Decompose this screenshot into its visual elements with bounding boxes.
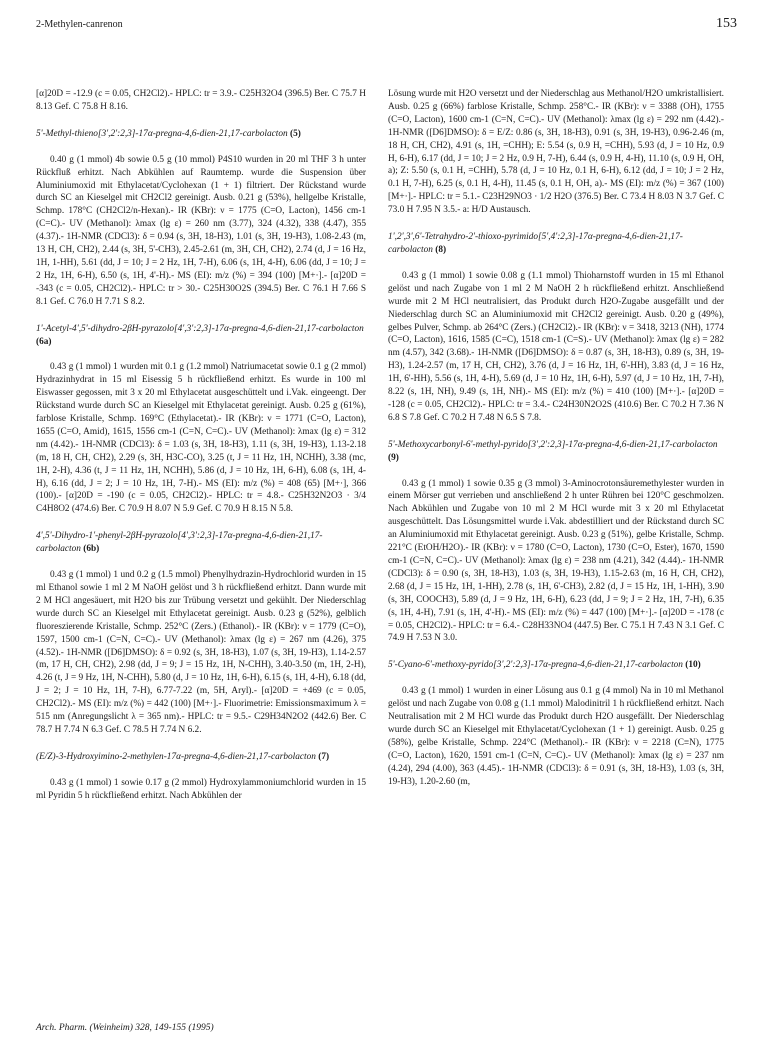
page-header — [36, 16, 737, 32]
left-column — [36, 88, 366, 814]
intro-paragraph: [α]20D = -12.9 (c = 0.05, CH2Cl2).- HPLC: tr = 3.9.- C25H32O4 (396.5) Ber. C 75.7 H 8.13 Gef. C 75.8 H 8.16. — [36, 89, 366, 112]
procedure-paragraph-10: 0.43 g (1 mmol) 1 wurden in einer Lösung aus 0.1 g (4 mmol) Na in 10 ml Methanol gelöst und nach Zugabe von 0.08 g (1.1 mmol) Malodinitril 1 h rückfließend erhitzt. Nach Neutralisation mit 2 M HCl wurde das Produkt durch H2O ausgefällt. Der Niederschlag wurde durch SC an Kieselgel mit Ethylacetat/Cyclohexan (1 + 1) gereinigt. Ausb. 0.25 g (58%), gelbe Kristalle, Schmp. 224°C (Methanol).- IR (KBr): ν = 2218 (C≡N), 1775 (C=O, Lacton), 1620, 1591 cm-1 (C=N, C=C).- UV (Methanol): λmax (lg ε) = 237 nm (4.24), 294 (4.00), 363 (4.45).- 1H-NMR (CDCl3): δ = 0.91 (s, 3H, 18-H3), 1.03 (s, 3H, 19-H3), 1.20-2.60 (m, — [388, 686, 724, 787]
compound-number: (7) — [318, 751, 330, 762]
compound-number: (6a) — [36, 336, 52, 347]
section-title-text: 5'-Cyano-6'-methoxy-pyrido[3',2':2,3]-17α-pregna-4,6-dien-21,17-carbolacton — [388, 660, 683, 671]
procedure-paragraph-7: 0.43 g (1 mmol) 1 sowie 0.17 g (2 mmol) Hydroxylammoniumchlorid wurden in 15 ml Pyridin 5 h rückfließend erhitzt. Nach Abkühlen der — [36, 777, 366, 801]
running-head: 2-Methylen-canrenon — [36, 19, 123, 30]
section-title-6b — [36, 530, 366, 556]
procedure-paragraph-5: 0.40 g (1 mmol) 4b sowie 0.5 g (10 mmol) P4S10 wurden in 20 ml THF 3 h unter Rückfluß erhitzt. Nach Abkühlen auf Raumtemp. wurde die Suspension über Aluminiumoxid mit Ethylacetat/Cyclohexan (1 + 1) filtriert. Der Rückstand wurde durch SC an Kieselgel mit CH2Cl2 gereinigt. Ausb. 0.21 g (53%), hellgelbe Kristalle, Schmp. 178°C (CH2Cl2/n-Hexan).- IR (KBr): ν = 1775 (C=O, Lacton), 1456 cm-1 (C=C).- UV (Methanol): λmax (lg ε) = 260 nm (3.77), 324 (4.32), 338 (4.47), 355 (4.37).- 1H-NMR (CDCl3): δ = 0.94 (s, 3H, 18-H3), 1.01 (s, 3H, 19-H3), 1.08-2.43 (m, 13 H, CH, CH2), 2.44 (s, 3H, 5'-CH3), 2.45-2.61 (m, 3H, CH, CH2), 2.74 (d, J = 16 Hz, 1H, 1-HH), 5.61 (dd, J = 10; J = 2 Hz, 1H, 7-H), 6.06 (s, 1H, 4-H), 6.06 (dd, J = 10; J = 2 Hz, 1H, 6-H), 6.50 (s, 1H, 4'-H).- MS (EI): m/z (%) = 394 (100) [M+·].- [α]20D = -343 (c = 0.05, CH2Cl2).- HPLC: tr > 30.- C25H30O2S (394.5) Ber. C 76.1 H 7.66 S 8.1 Gef. C 76.0 H 7.71 S 8.2. — [36, 154, 366, 307]
section-title-5 — [36, 128, 366, 141]
section-title-8 — [388, 231, 724, 257]
section-title-10 — [388, 659, 724, 672]
compound-number: (10) — [685, 660, 701, 671]
section-title-text: (E/Z)-3-Hydroxyimino-2-methylen-17α-pregna-4,6-dien-21,17-carbolacton — [36, 751, 316, 762]
section-title-text: 1',2',3',6'-Tetrahydro-2'-thioxo-pyrimido[5',4':2,3]-17α-pregna-4,6-dien-21,17-carbolacton — [388, 232, 683, 255]
compound-number: (9) — [388, 452, 399, 463]
compound-number: (5) — [289, 128, 301, 139]
procedure-paragraph-6b: 0.43 g (1 mmol) 1 und 0.2 g (1.5 mmol) Phenylhydrazin-Hydrochlorid wurden in 15 ml Ethanol sowie 1 ml 2 M NaOH gelöst und 3 h rückfließend erhitzt. Dann wurde mit 2 M HCl angesäuert, mit H2O bis zur Trübung versetzt und gekühlt. Der Niederschlag wurde durch SC an Kieselgel mit Ethylacetat gereinigt. Ausb. 0.23 g (52%), gelblich fluoreszierende Kristalle, Schmp. 252°C (Zers.) (Ethanol).- IR (KBr): ν = 1779 (C=O), 1597, 1500 cm-1 (C=N, C=C).- UV (Methanol): λmax (lg ε) = 267 nm (4.26), 375 (4.52).- 1H-NMR ([D6]DMSO): δ = 0.92 (s, 3H, 18-H3), 1.07 (s, 3H, 19-H3), 1.14-2.57 (m, 17 H, CH, CH2), 2.98 (dd, J = 9; J = 15 Hz, 1H, N-CHH), 3.40-3.50 (m, 1H, 2-H), 4.26 (t, J = 9 Hz, 1H, N-CHH), 5.80 (d, J = 10 Hz, 1H, 6-H), 6.15 (s, 1H, 4-H), 6.18 (dd, J = 2; J = 10 Hz, 1H, 7-H), 6.77-7.22 (m, 5H, Aryl).- [α]20D = +469 (c = 0.05, CH2Cl2).- MS (EI): m/z (%) = 442 (100) [M+·].- Fluorimetrie: Emissionsmaximum λ = 515 nm (Anregungslicht λ = 365 nm).- HPLC: tr = 9.5.- C29H34N2O2 (442.6) Ber. C 78.7 H 7.74 N 6.3 Gef. C 78.5 H 7.74 N 6.2. — [36, 570, 366, 735]
section-title-9 — [388, 439, 724, 465]
procedure-paragraph-9: 0.43 g (1 mmol) 1 sowie 0.35 g (3 mmol) 3-Aminocrotonsäuremethylester wurden in einem Mörser gut verrieben und anschließend 2 h unter Rühren bei 120°C geschmolzen. Nach Abkühlen und Zugabe von 10 ml 2 M HCl wurde mit 3 x 20 ml Ethylacetat ausgeschüttelt. Das Lösungsmittel wurde i.Vak. abdestilliert und der Rückstand durch SC an Aluminiumoxid mit Ethylacetat gereinigt. Ausb. 0.23 g (51%), gelbe Kristalle, Schmp. 221°C (EtOH/H2O).- IR (KBr): ν = 1780 (C=O, Lacton), 1730 (C=O, Ester), 1670, 1590 cm-1 (C=N, C=C).- UV (Methanol): λmax (lg ε) = 238 nm (4.21), 342 (4.44).- 1H-NMR (CDCl3): δ = 0.90 (s, 3H, 18-H3), 1.03 (s, 3H, 19-H3), 1.15-2.63 (m, 16 H, CH, CH2), 2.68 (d, J = 15 Hz, 1H, 1-HH), 2.78 (s, 1H, 6'-CH3), 2.82 (d, J = 15 Hz, 1H, 1-HH), 3.90 (s, 3H, COOCH3), 5.89 (d, J = 9 Hz, 1H, 6-H), 6.23 (dd, J = 9; J = 2 Hz, 1H, 7-H), 6.35 (s, 1H, 4-H), 7.91 (s, 1H, 4'-H).- MS (EI): m/z (%) = 447 (100) [M+·].- [α]20D = -178 (c = 0.05, CH2Cl2).- HPLC: tr = 6.4.- C28H33NO4 (447.5) Ber. C 75.1 H 7.43 N 3.1 Gef. C 74.9 H 7.53 N 3.0. — [388, 478, 724, 644]
journal-citation: Arch. Pharm. (Weinheim) 328, 149-155 (1995) — [36, 1023, 214, 1033]
continued-paragraph: Lösung wurde mit H2O versetzt und der Niederschlag aus Methanol/H2O umkristallisiert. Ausb. 0.25 g (66%) farblose Kristalle, Schmp. 258°C.- IR (KBr): ν = 3388 (OH), 1755 (C=O, Lacton), 1600 cm-1 (C=N, C=C).- UV (Methanol): λmax (lg ε) = 292 nm (4.42).- 1H-NMR ([D6]DMSO): δ = E/Z: 0.86 (s, 3H, 18-H3), 0.91 (s, 3H, 19-H3), 0.96-2.46 (m, 18 H, CH, CH2), 4.91 (s, 1H, =CHH); E: 5.54 (s, 0.9 H, =CHH), 5.93 (d, J = 10 Hz, 0.9 H, 6-H), 6.17 (dd, J = 10; J = 2 Hz, 0.9 H, 7-H), 6.44 (s, 0.9 H, 4-H), 11.10 (s, 0.9 H, OH, a); Z: 5.50 (s, 0.1 H, =CHH), 5.78 (d, J = 10 Hz, 0.1 H, 6-H), 6.12 (dd, J = 10; J = 2 Hz, 0.1 H, 7-H), 6.25 (s, 0.1 H, 4-H), 11.45 (s, 0.1 H, OH, a).- MS (EI): m/z (%) = 367 (100) [M+·].- HPLC: tr = 5.1.- C23H29NO3 · 1/2 H2O (376.5) Ber. C 73.4 H 8.03 N 3.7 Gef. C 73.0 H 7.95 N 3.5.- a: H/D Austausch. — [388, 89, 724, 216]
procedure-paragraph-8: 0.43 g (1 mmol) 1 sowie 0.08 g (1.1 mmol) Thioharnstoff wurden in 15 ml Ethanol gelöst und nach Zugabe von 1 ml 2 M NaOH 2 h rückfließend erhitzt. Anschließend wurde mit 2 M HCl neutralisiert, das Produkt durch H2O-Zugabe ausgefällt und der Niederschlag durch SC an Aluminiumoxid mit CH2Cl2 gereinigt. Ausb. 0.20 g (49%), gelbes Pulver, Schmp. ab 264°C (Zers.) (CH2Cl2).- IR (KBr): ν = 3418, 3213 (NH), 1774 (C=O, Lacton), 1616, 1585 (C=C), 1518 cm-1 (C=S).- UV (Methanol): λmax (lg ε) = 282 nm (4.57), 342 (3.68).- 1H-NMR ([D6]DMSO): δ = 0.87 (s, 3H, 18-H3), 0.89 (s, 3H, 19-H3), 1.24-2.57 (m, 17 H, CH, CH2), 3.76 (d, J = 16 Hz, 1H, 6'-HH), 3.83 (d, J = 16 Hz, 1H, 6'-HH), 5.56 (s, 1H, 4-H), 5.69 (d, J = 10 Hz, 1H, 6-H), 5.97 (d, J = 10 Hz, 1H, 7-H), 8.22 (s, 1H, NH), 9.49 (s, 1H, NH).- MS (EI): m/z (%) = 410 (100) [M+·].- [α]20D = -128 (c = 0.05, CH2Cl2).- HPLC: tr = 3.4.- C24H30N2O2S (410.6) Ber. C 70.2 H 7.36 N 6.8 S 7.8 Gef. C 70.2 H 7.48 N 6.5 S 7.8. — [388, 270, 724, 423]
section-title-6a — [36, 323, 366, 349]
section-title-7 — [36, 751, 366, 764]
right-column — [388, 88, 724, 800]
page-number: 153 — [716, 16, 737, 31]
section-title-text: 5'-Methyl-thieno[3',2':2,3]-17α-pregna-4,6-dien-21,17-carbolacton — [36, 128, 288, 139]
section-title-text: 4',5'-Dihydro-1'-phenyl-2βH-pyrazolo[4',3':2,3]-17α-pregna-4,6-dien-21,17-carbolacton — [36, 531, 323, 555]
section-title-text: 5'-Methoxycarbonyl-6'-methyl-pyrido[3',2':2,3]-17α-pregna-4,6-dien-21,17-carbolacton — [388, 439, 718, 450]
procedure-paragraph-6a: 0.43 g (1 mmol) 1 wurden mit 0.1 g (1.2 mmol) Natriumacetat sowie 0.1 g (2 mmol) Hydrazinhydrat in 15 ml Eisessig 5 h rückfließend erhitzt. Es wurde in 100 ml Eiswasser gegossen, mit 3 x 20 ml Ethylacetat ausgeschüttelt und i.Vak. eingeengt. Der Rückstand wurde durch SC an Kieselgel mit Ethylacetat gereinigt. Ausb. 0.25 g (61%), farblose Kristalle, Schmp. 169°C (Ethylacetat).- IR (KBr): ν = 1771 (C=O, Lacton), 1655 (C=O, Amid), 1615, 1556 cm-1 (C=N, C=C).- UV (Methanol): λmax (lg ε) = 312 nm (4.42).- 1H-NMR (CDCl3): δ = 1.03 (s, 3H, 18-H3), 1.11 (s, 3H, 19-H3), 1.13-2.18 (m, 18 H, CH, CH2), 2.29 (s, 3H, H3C-CO), 3.25 (t, J = 11 Hz, 1H, NCHH), 3.38 (mc, 1H, 2-H), 4.36 (t, J = 11 Hz, 1H, NCHH), 5.86 (d, J = 10 Hz, 1H, 6-H), 6.08 (s, 1H, 4-H), 6.16 (dd, J = 2; J = 10 Hz, 1H, 7-H).- MS (EI): m/z (%) = 408 (65) [M+·], 366 (100).- [α]20D = -190 (c = 0.05, CH2Cl2).- HPLC: tr = 4.8.- C25H32N2O3 · 3/4 C4H8O2 (474.6) Ber. C 70.9 H 8.07 N 5.9 Gef. C 70.9 H 8.15 N 5.8. — [36, 362, 366, 515]
compound-number: (6b) — [83, 544, 100, 555]
section-title-text: 1'-Acetyl-4',5'-dihydro-2βH-pyrazolo[4',3':2,3]-17α-pregna-4,6-dien-21,17-carbolacton — [36, 323, 364, 334]
compound-number: (8) — [435, 244, 447, 255]
